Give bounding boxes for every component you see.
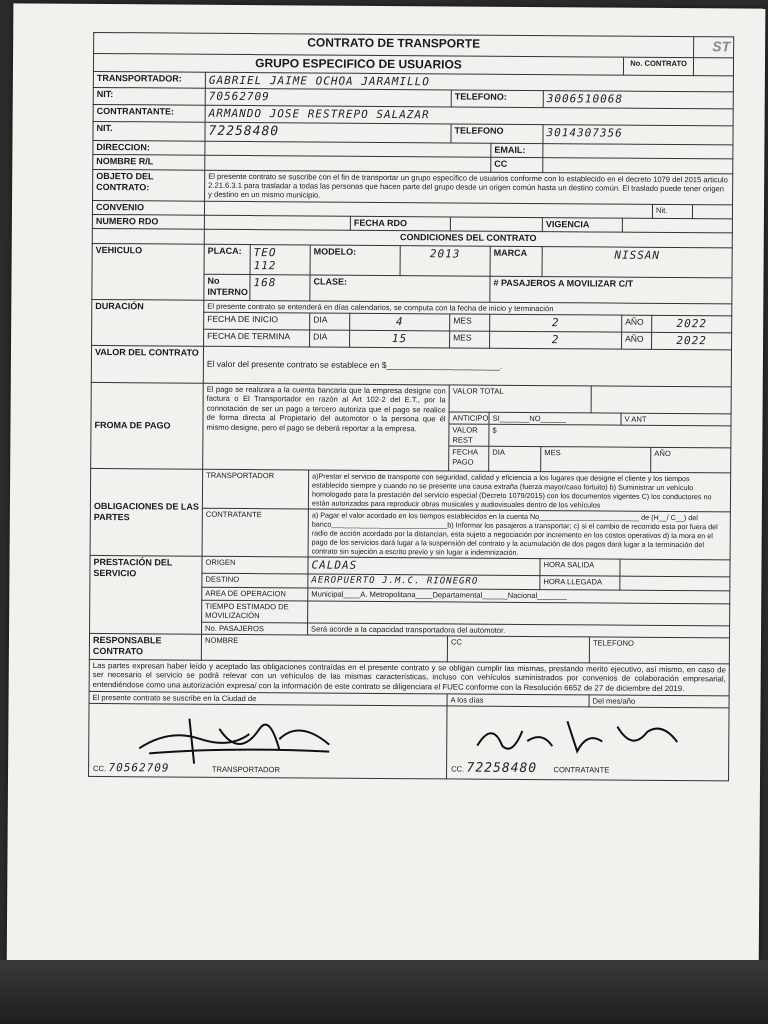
anticipo-si-no[interactable]: SI_______NO______ — [489, 412, 621, 425]
responsable-label: RESPONSABLE CONTRATO — [89, 634, 201, 660]
contract-title: CONTRATO DE TRANSPORTE — [94, 32, 694, 57]
cc-label: CC — [491, 157, 543, 172]
valor-rest-value[interactable]: $ — [489, 424, 731, 448]
obligaciones-label: OBLIGACIONES DE LAS PARTES — [90, 469, 203, 557]
contratante-label: CONTRANTANTE: — [93, 104, 205, 122]
hora-llegada-label: HORA LLEGADA — [540, 575, 620, 590]
a-los-dias[interactable]: A los días — [447, 694, 589, 707]
hora-salida-value[interactable] — [620, 559, 730, 577]
area-label: AREA DE OPERACION — [202, 587, 308, 600]
fecha-pago-ano[interactable]: AÑO — [651, 447, 731, 473]
no-interno-label: No INTERNO — [204, 274, 250, 300]
fecha-pago-mes[interactable]: MES — [541, 447, 651, 473]
objeto-text: El presente contrato se suscribe con el fin de transportar un grupo específico de usuarios conforme con lo establecido en el decreto 1079 del 2015 articulo 2.21.6.3.1 para trasladar a todas las personas que hacen parte del grupo desde un origen común hasta un destino común. El traslado puede tener origen y destino en un mismo municipio. — [205, 170, 733, 205]
nit3-value[interactable] — [693, 205, 733, 220]
no-interno-value[interactable]: 168 — [250, 275, 310, 301]
cc-value[interactable] — [543, 158, 733, 174]
valor-text[interactable]: El valor del presente contrato se establece en $________________________. — [203, 346, 731, 387]
transportador-label: TRANSPORTADOR: — [93, 71, 205, 89]
contract-table — [88, 32, 734, 782]
hora-salida-label: HORA SALIDA — [540, 559, 620, 576]
v-ant-label: V ANT — [621, 413, 731, 426]
inicio-dia-value[interactable]: 4 — [350, 313, 450, 330]
partes-text: Las partes expresan haber leído y aceptado las obligaciones contraídas en el presente contrato y se obligan cumplir las mismas, prestando merito ejecutivo, así mismo, en caso de ser necesario el servicio se podrá relevar con un vehículos de las mismas características, incluso con vehículos suministrados por convenios de colaboración empresarial, entendiéndose como una autorización expresa/ con la información de este contrato se diligenciara el FUEC conforme con la Resolución 6652 de 27 de diciembre del 2019. — [89, 659, 729, 696]
nit-value[interactable]: 70562709 — [205, 88, 451, 106]
telefono-label: TELEFONO: — [451, 90, 543, 107]
contratante-cc-value: 72258480 — [466, 760, 538, 777]
marca-value[interactable]: NISSAN — [542, 246, 732, 278]
transportador-cc-label: CC. — [93, 763, 107, 773]
placa-label: PLACA: — [204, 244, 250, 275]
oblig-contratante-text: a) Pagar el valor acordado en los tiempos establecidos en la cuenta No_________________________ de (H__/ C__) del banco_____________________________b) Informar los pasajeros a transportar; c) si el cambio de recorrido esta por fuera del radio de acción acordado por la distancian, esta sujeto a negociación por incremento en los costos operativos d) la mora en el pago de los servicios dará lugar a la suspensión del contrato y la acumulación de dos pagos dará lugar a la terminación del contrato sin sujeción a escrito previo y sin lugar a indemnización. — [308, 509, 730, 560]
duracion-text: El presente contrato se entenderá en días calendarios, se computa con la fecha de inicio y terminación — [204, 300, 732, 316]
forma-pago-label: FROMA DE PAGO — [91, 382, 204, 469]
termina-mes-label: MES — [450, 331, 490, 348]
vehiculo-label: VEHICULO — [92, 243, 204, 300]
transportador-cc-line — [93, 760, 393, 776]
oblig-transportador-label: TRANSPORTADOR — [202, 469, 308, 509]
inicio-mes-label: MES — [450, 314, 490, 331]
contratante-signature-icon — [467, 711, 707, 763]
destino-value[interactable]: AEROPUERTO J.M.C. RIONEGRO — [308, 574, 540, 590]
clase-label: CLASE: — [310, 275, 490, 302]
inicio-ano-label: AÑO — [622, 315, 652, 332]
oblig-transportador-text: a)Prestar el servicio de transporte con seguridad, calidad y eficiencia a los lugares que designe el cliente y los tiempos establecido siempre y cuando no se presente una causa extraña (fuerza mayor/caso fortuito) b) Suministrar un vehículo homologado para la prestación del servicio especial (Decreto 1079/2015) con los documentos vigentes C) los conductores no están autorizados para reproducir obras musicales y audiovisuales dentro de los vehículos — [308, 470, 730, 512]
destino-label: DESTINO — [202, 573, 308, 588]
del-mes[interactable]: Del mes/año — [589, 695, 729, 708]
objeto-label: OBJETO DEL CONTRATO: — [93, 169, 205, 201]
valor-label: VALOR DEL CONTRATO — [91, 345, 203, 383]
nit2-label: NIT. — [93, 121, 205, 141]
transportador-value[interactable]: GABRIEL JAIME OCHOA JARAMILLO — [205, 72, 733, 92]
inicio-mes-value[interactable]: 2 — [490, 314, 622, 332]
responsable-telefono[interactable]: TELEFONO — [589, 637, 729, 663]
no-pasajeros-label: No. PASAJEROS — [202, 622, 308, 635]
convenio-label: CONVENIO — [92, 200, 204, 215]
background-surface — [0, 960, 768, 1024]
contratante-value[interactable]: ARMANDO JOSE RESTREPO SALAZAR — [205, 105, 733, 125]
no-contrato-value[interactable] — [694, 57, 734, 75]
area-options[interactable]: Municipal____A. Metropolitana____Departamental______Nacional_______ — [308, 588, 730, 603]
fecha-rdo-value[interactable] — [450, 217, 542, 232]
valor-rest-label: VALOR REST — [449, 424, 489, 446]
pasajeros-label: # PASAJEROS A MOVILIZAR C/T — [490, 276, 732, 303]
direccion-label: DIRECCION: — [93, 140, 205, 155]
tiempo-label: TIEMPO ESTIMADO DE MOVILIZACIÓN — [202, 600, 308, 623]
marca-label: MARCA — [490, 246, 542, 277]
transportador-signature-cell[interactable] — [89, 704, 448, 779]
no-contrato-label: No. CONTRATO — [623, 57, 693, 75]
valor-total-label: VALOR TOTAL — [449, 385, 591, 413]
vigencia-value[interactable] — [622, 218, 732, 233]
modelo-label: MODELO: — [310, 245, 400, 276]
vigencia-label: VIGENCIA — [542, 218, 622, 233]
anticipo-label: ANTICIPO — [449, 412, 489, 425]
contract-paper — [7, 3, 766, 984]
pago-text: El pago se realizara a la cuenta bancaria que la empresa designe con factura o El Transportador en razón al Art 102-2 del E.T., por la connotación de ser un pago a tercero autoriza que el pago se realice de forma directa al Propietario del automotor o la persona que él mismo designe, pero el pago se deberá reportar a la empresa. — [203, 383, 450, 471]
nit3-label: Nit. — [652, 204, 692, 219]
contratante-caption: CONTRATANTE — [553, 765, 610, 775]
responsable-nombre[interactable]: NOMBRE — [201, 634, 447, 661]
fecha-inicio-label: FECHA DE INICIO — [204, 312, 310, 329]
suscribe-text[interactable]: El presente contrato se suscribe en la Ciudad de — [89, 691, 447, 706]
fecha-pago-dia[interactable]: DIA — [489, 446, 541, 471]
nit-label: NIT: — [93, 88, 205, 106]
hora-llegada-value[interactable] — [620, 576, 730, 591]
email-value[interactable] — [543, 144, 733, 160]
inicio-dia-label: DIA — [310, 313, 350, 330]
condiciones-spacer — [92, 229, 204, 244]
inicio-ano-value[interactable]: 2022 — [652, 316, 732, 333]
tiempo-value[interactable] — [308, 601, 730, 626]
contratante-cc-label: CC. — [451, 764, 465, 774]
fecha-rdo-label: FECHA RDO — [350, 216, 450, 231]
duracion-label: DURACIÓN — [92, 299, 204, 346]
email-label: EMAIL: — [491, 143, 543, 158]
telefono2-value[interactable]: 3014307356 — [543, 124, 733, 145]
telefono2-label: TELEFONO — [451, 124, 543, 144]
contract-form — [88, 32, 733, 782]
placa-value[interactable]: TEO 112 — [250, 244, 310, 275]
transportador-caption: TRANSPORTADOR — [211, 764, 280, 774]
nombre-rl-label: NOMBRE R/L — [93, 155, 205, 170]
nit2-value[interactable]: 72258480 — [205, 122, 451, 143]
numero-rdo-label: NUMERO RDO — [92, 215, 204, 230]
termina-ano-value[interactable]: 2022 — [652, 332, 732, 349]
numero-rdo-value[interactable] — [204, 215, 350, 230]
telefono-value[interactable]: 3006510068 — [543, 91, 733, 109]
termina-dia-label: DIA — [310, 330, 350, 347]
valor-total-value[interactable] — [591, 386, 731, 414]
contratante-cc-line — [451, 760, 729, 778]
origen-value[interactable]: CALDAS — [308, 557, 540, 575]
condiciones-header: CONDICIONES DEL CONTRATO — [204, 230, 732, 248]
contract-subtitle: GRUPO ESPECIFICO DE USUARIOS — [93, 53, 623, 75]
modelo-value[interactable]: 2013 — [400, 245, 490, 276]
fecha-pago-label: FECHA PAGO — [449, 446, 489, 471]
termina-dia-value[interactable]: 15 — [350, 330, 450, 347]
transportador-cc-value: 70562709 — [108, 760, 170, 775]
contratante-signature-cell[interactable] — [447, 706, 730, 781]
termina-mes-value[interactable]: 2 — [490, 331, 622, 349]
responsable-cc[interactable]: CC — [447, 636, 589, 662]
capacidad-text: Será acorde a la capacidad transportadora del automotor. — [308, 623, 730, 638]
company-logo: ST — [694, 37, 734, 58]
fecha-termina-label: FECHA DE TERMINA — [204, 329, 310, 346]
oblig-contratante-label: CONTRATANTE — [202, 508, 308, 557]
termina-ano-label: AÑO — [622, 332, 652, 349]
origen-label: ORIGEN — [202, 556, 308, 573]
prestacion-label: PRESTACIÓN DEL SERVICIO — [90, 556, 203, 635]
